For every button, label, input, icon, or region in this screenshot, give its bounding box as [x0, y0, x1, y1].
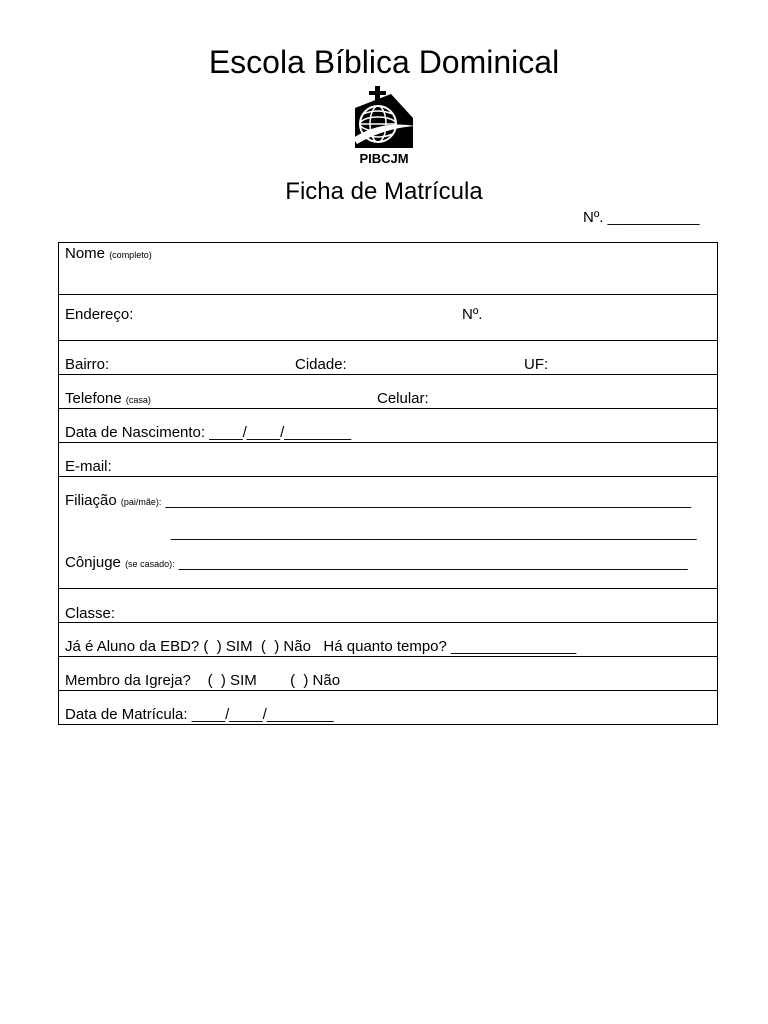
matricula-label: Data de Matrícula: ____/____/________: [65, 706, 334, 723]
uf-label: UF:: [524, 356, 549, 373]
logo-text: PIBCJM: [359, 151, 409, 166]
nome-label: Nome (completo): [65, 245, 152, 262]
row-email[interactable]: [59, 443, 717, 477]
email-label: E-mail:: [65, 458, 112, 475]
row-matricula[interactable]: [59, 691, 717, 725]
row-membro[interactable]: [59, 657, 717, 691]
telefone-label: Telefone (casa): [65, 390, 151, 407]
conjuge-label: Cônjuge (se casado): _____________________________________________________________: [65, 554, 688, 571]
filiacao-line-2[interactable]: _______________________________________________________________: [171, 524, 697, 541]
row-bairro[interactable]: [59, 341, 717, 375]
bairro-label: Bairro:: [65, 356, 110, 373]
row-aluno-ebd[interactable]: [59, 623, 717, 657]
row-endereco[interactable]: [59, 295, 717, 341]
registration-form: [58, 242, 718, 725]
page-title: Escola Bíblica Dominical: [208, 44, 560, 80]
filiacao-label: Filiação (pai/mãe): _______________________________________________________________: [65, 492, 692, 509]
aluno-ebd-label: Já é Aluno da EBD? ( ) SIM ( ) Não Há quanto tempo? _______________: [65, 638, 577, 655]
row-telefone[interactable]: [59, 375, 717, 409]
nascimento-label: Data de Nascimento: ____/____/________: [65, 424, 352, 441]
classe-label: Classe:: [65, 605, 116, 622]
church-logo-icon: [351, 86, 417, 168]
row-nome[interactable]: [59, 243, 717, 295]
form-title: Ficha de Matrícula: [285, 178, 483, 205]
form-number-field[interactable]: Nº. ___________: [583, 209, 700, 226]
church-logo: [351, 86, 417, 168]
cidade-label: Cidade:: [295, 356, 347, 373]
row-nascimento[interactable]: [59, 409, 717, 443]
membro-label: Membro da Igreja? ( ) SIM ( ) Não: [65, 672, 341, 689]
celular-label: Celular:: [377, 390, 429, 407]
row-classe[interactable]: [59, 589, 717, 623]
row-filiacao-conjuge[interactable]: [59, 477, 717, 589]
endereco-label: Endereço:: [65, 306, 134, 323]
endereco-numero-label: Nº.: [462, 306, 483, 323]
